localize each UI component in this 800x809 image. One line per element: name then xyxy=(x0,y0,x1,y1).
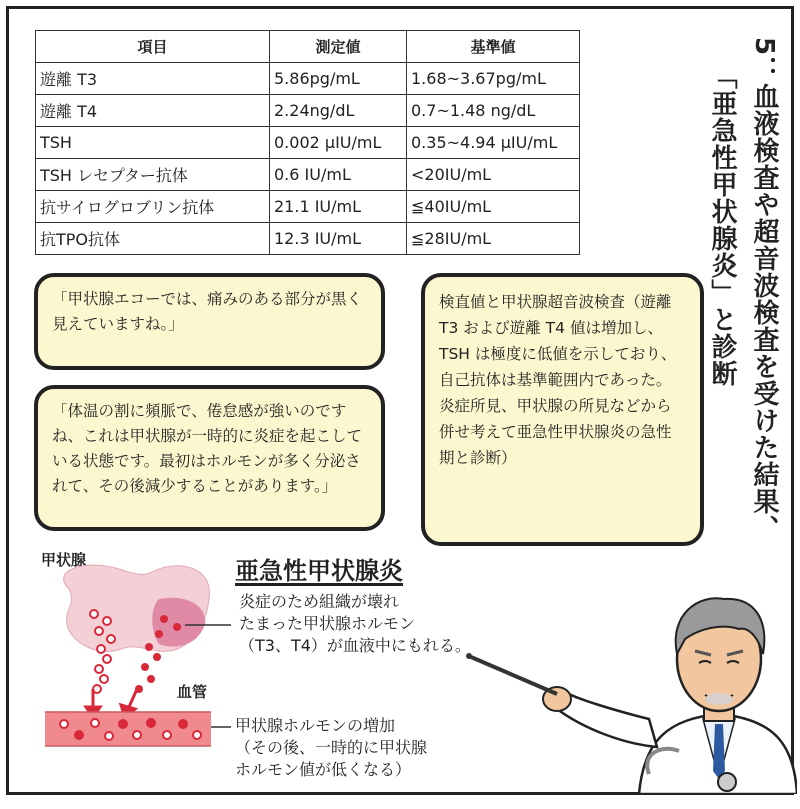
row-item: 遊離 T4 xyxy=(36,95,270,127)
thyroid-diagram xyxy=(9,539,797,794)
thyroid-label: 甲状腺 xyxy=(41,551,87,569)
row-reference: 0.35~4.94 μIU/mL xyxy=(407,127,580,159)
row-item: TSH xyxy=(36,127,270,159)
note-leak-line: 炎症のため組織が壊れ xyxy=(239,592,400,611)
row-item: 抗サイログロブリン抗体 xyxy=(36,191,270,223)
row-measured: 5.86pg/mL xyxy=(270,63,407,95)
speech-bubble-explanation: 「体温の割に頻脈で、倦怠感が強いのですね、これは甲状腺が一時的に炎症を起こしている状態です。最初はホルモンが多く分泌されて、その後減少することがあります。」 xyxy=(34,385,385,531)
row-item: 抗TPO抗体 xyxy=(36,223,270,255)
header-reference: 基準値 xyxy=(407,31,580,63)
header-measured: 測定値 xyxy=(270,31,407,63)
row-item: 遊離 T3 xyxy=(36,63,270,95)
note-increase xyxy=(235,715,427,781)
note-increase-line: 甲状腺ホルモンの増加 xyxy=(235,716,396,735)
row-reference: 1.68~3.67pg/mL xyxy=(407,63,580,95)
row-reference: ≦40IU/mL xyxy=(407,191,580,223)
table-row xyxy=(36,63,580,95)
doctor-illustration xyxy=(466,598,797,794)
row-measured: 0.6 IU/mL xyxy=(270,159,407,191)
table-row xyxy=(36,223,580,255)
note-leak-line: （T3、T4）が血液中にもれる。 xyxy=(239,636,471,655)
vertical-caption xyxy=(703,33,793,563)
blood-vessel-shape xyxy=(45,712,211,746)
row-reference: 0.7~1.48 ng/dL xyxy=(407,95,580,127)
row-measured: 0.002 μIU/mL xyxy=(270,127,407,159)
note-increase-line: （その後、一時的に甲状腺 xyxy=(235,738,428,757)
table-row xyxy=(36,95,580,127)
row-reference: ≦28IU/mL xyxy=(407,223,580,255)
note-increase-line: ホルモン値が低くなる） xyxy=(235,760,412,779)
caption-line-2: 「亜急性甲状腺炎」と診断 xyxy=(707,63,737,387)
row-item: TSH レセプター抗体 xyxy=(36,159,270,191)
row-measured: 2.24ng/dL xyxy=(270,95,407,127)
table-header-row xyxy=(36,31,580,63)
comic-panel xyxy=(6,6,794,795)
table-row xyxy=(36,159,580,191)
table-row xyxy=(36,127,580,159)
vessel-label: 血管 xyxy=(177,683,208,701)
note-leak-line: たまった甲状腺ホルモン xyxy=(239,614,416,633)
row-reference: <20IU/mL xyxy=(407,159,580,191)
diagnosis-note-box: 検直値と甲状腺超音波検査（遊離 T3 および遊離 T4 値は増加し、TSH は極度に低値を示しており、自己抗体は基準範囲内であった。炎症所見、甲状腺の所見などから併せ考えて亜急性甲状腺炎の急性期と診断） xyxy=(421,273,704,546)
row-measured: 12.3 IU/mL xyxy=(270,223,407,255)
caption-line-1: 5：血液検査や超音波検査を受けた結果、 xyxy=(749,37,779,543)
header-item: 項目 xyxy=(36,31,270,63)
diagram-heading: 亜急性甲状腺炎 xyxy=(235,557,403,585)
speech-bubble-ultrasound: 「甲状腺エコーでは、痛みのある部分が黒く見えていますね。」 xyxy=(34,273,385,370)
row-measured: 21.1 IU/mL xyxy=(270,191,407,223)
table-row xyxy=(36,191,580,223)
note-leak xyxy=(239,591,471,657)
lab-results-table xyxy=(35,30,580,255)
